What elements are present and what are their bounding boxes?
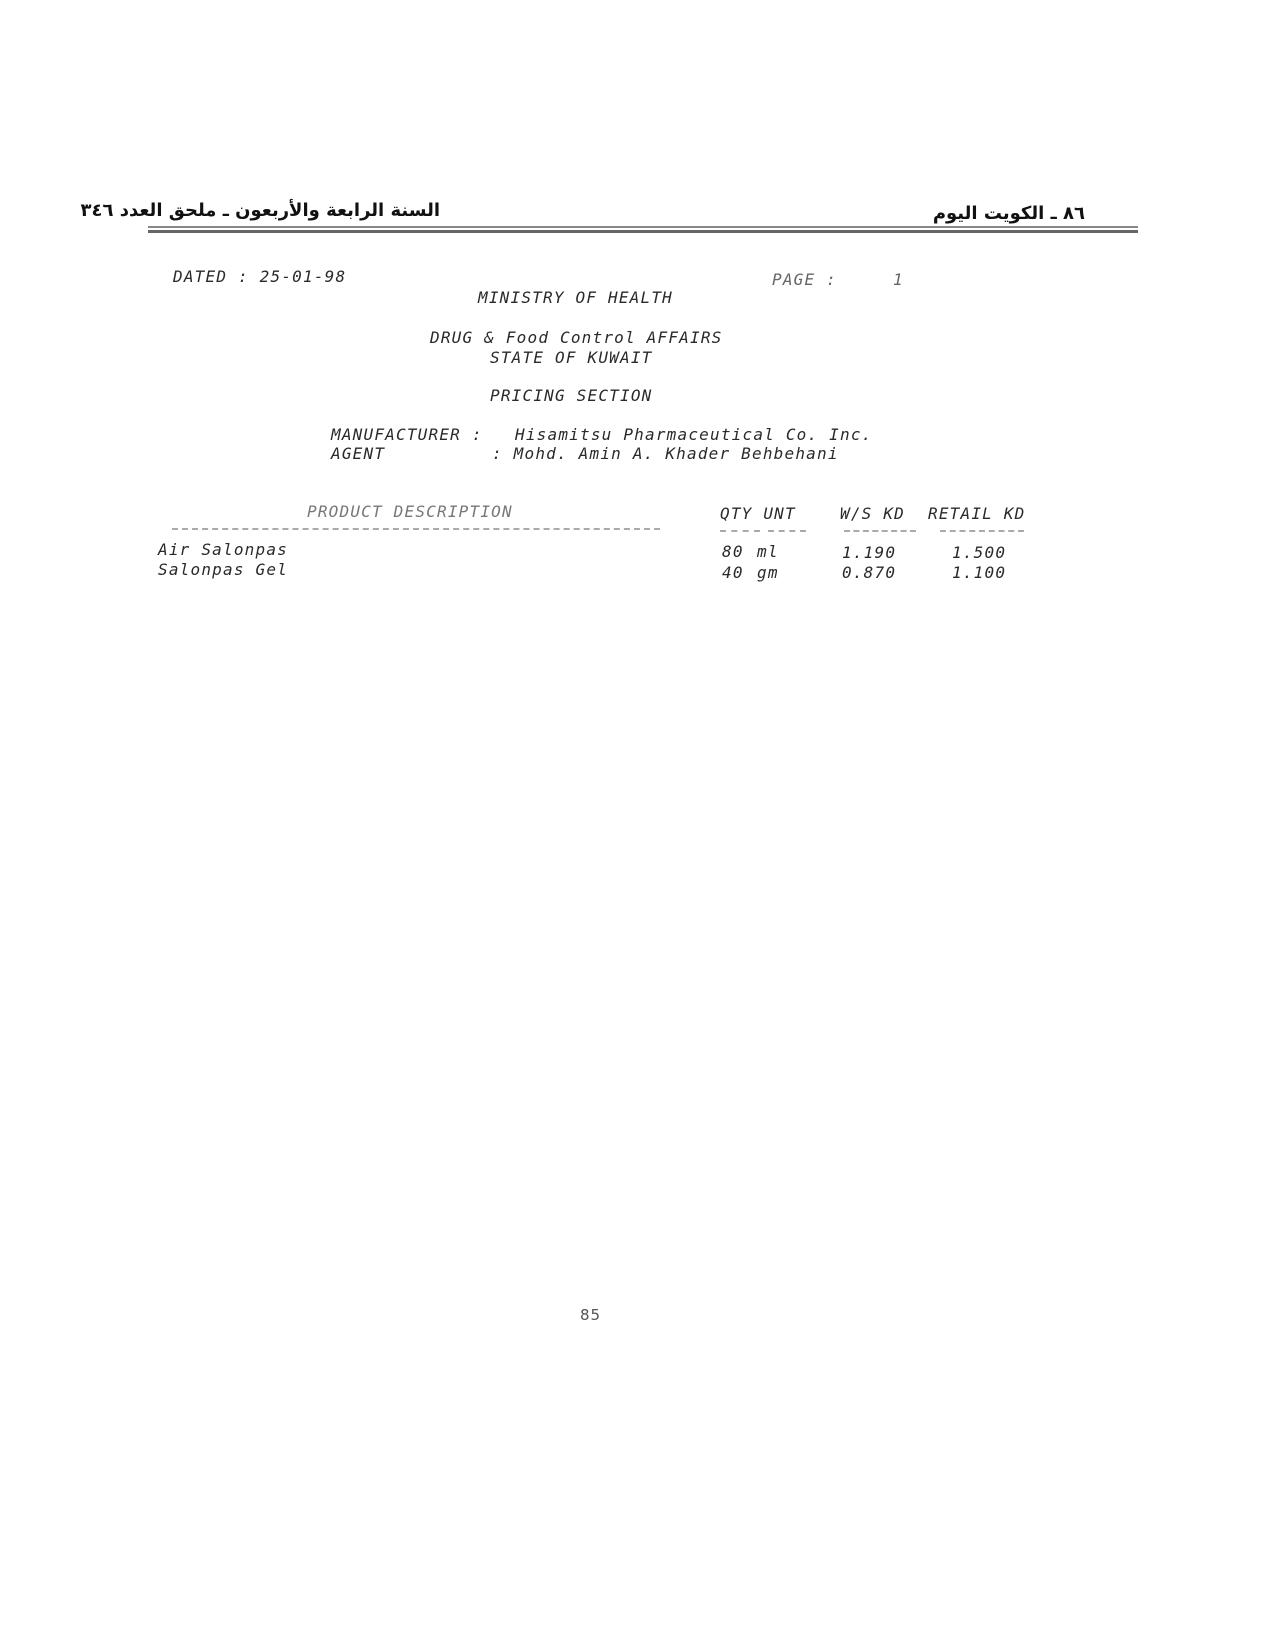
- state-title: STATE OF KUWAIT: [490, 348, 653, 367]
- page-number: 1: [893, 270, 904, 289]
- underline-ws: [844, 530, 916, 532]
- row-ws-price: 1.190: [842, 543, 897, 562]
- page-label: PAGE :: [772, 270, 837, 289]
- manufacturer-value: Hisamitsu Pharmaceutical Co. Inc.: [515, 425, 873, 444]
- footer-page-number: 85: [580, 1306, 602, 1324]
- underline-unit: [768, 530, 806, 532]
- section-title: PRICING SECTION: [490, 386, 653, 405]
- underline-qty: [720, 530, 760, 532]
- row-unit: gm: [757, 563, 779, 582]
- row-ws-price: 0.870: [842, 563, 897, 582]
- row-description: Air Salonpas: [158, 540, 288, 559]
- header-qty-unt: QTY UNT: [720, 504, 796, 523]
- underline-description: [172, 528, 660, 530]
- row-retail-price: 1.500: [952, 543, 1007, 562]
- ministry-title: MINISTRY OF HEALTH: [478, 288, 673, 307]
- row-retail-price: 1.100: [952, 563, 1007, 582]
- header-product-description: PRODUCT DESCRIPTION: [307, 502, 513, 521]
- row-unit: ml: [757, 542, 779, 561]
- dated-label: DATED : 25-01-98: [173, 267, 347, 286]
- header-ws-kd: W/S KD: [840, 504, 905, 523]
- agent-label: AGENT: [331, 444, 386, 463]
- header-rule-bottom: [148, 230, 1138, 233]
- underline-retail: [940, 530, 1024, 532]
- row-description: Salonpas Gel: [158, 560, 288, 579]
- affairs-title: DRUG & Food Control AFFAIRS: [430, 328, 723, 347]
- row-qty: 40: [722, 563, 744, 582]
- header-retail-kd: RETAIL KD: [928, 504, 1026, 523]
- header-publication-text: ٨٦ ـ الكويت اليوم: [932, 203, 1085, 224]
- row-qty: 80: [722, 542, 744, 561]
- agent-value: : Mohd. Amin A. Khader Behbehani: [492, 444, 839, 463]
- header-rule-top: [148, 226, 1138, 228]
- manufacturer-label: MANUFACTURER :: [331, 425, 483, 444]
- header-issue-text: السنة الرابعة والأربعون ـ ملحق العدد ٣٤٦: [80, 200, 440, 221]
